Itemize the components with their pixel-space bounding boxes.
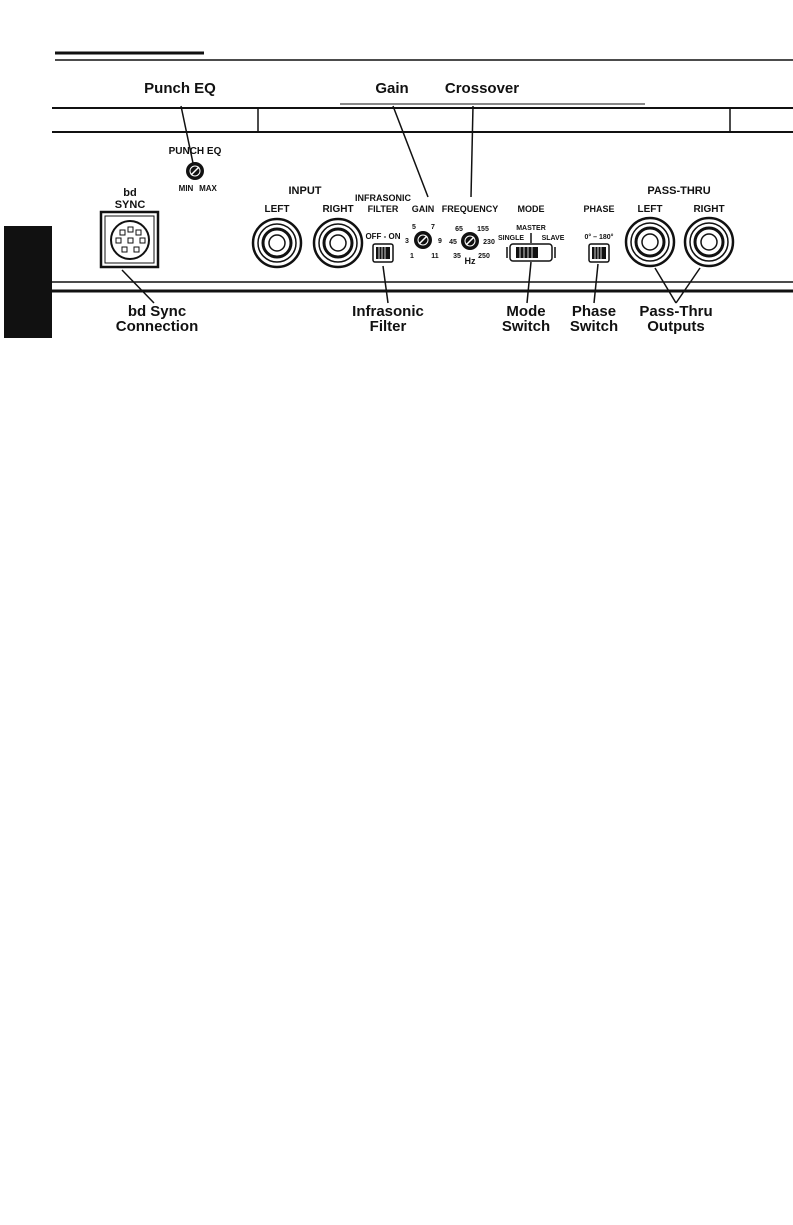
callout-infrasonic bbox=[343, 304, 433, 334]
leader-pass-thru-left bbox=[655, 268, 676, 303]
crossover-frequency-knob[interactable] bbox=[461, 232, 479, 250]
callout-gain-text: Gain bbox=[375, 80, 409, 97]
callout-punch-eq-text: Punch EQ bbox=[144, 80, 216, 97]
pass-thru-left-jack[interactable] bbox=[626, 218, 674, 266]
callout-mode bbox=[491, 304, 561, 334]
frequency-panel-label: FREQUENCY bbox=[441, 204, 499, 214]
gain-knob[interactable] bbox=[414, 231, 432, 249]
callout-mode-line1: Mode bbox=[506, 303, 546, 320]
pass-thru-left-label: LEFT bbox=[637, 204, 663, 215]
gain-mark-1: 1 bbox=[410, 253, 414, 260]
mode-switch[interactable] bbox=[507, 244, 555, 261]
gain-panel-label: GAIN bbox=[411, 204, 435, 214]
pass-thru-panel-label: PASS-THRU bbox=[647, 185, 711, 197]
input-left-label: LEFT bbox=[264, 204, 290, 215]
callout-infrasonic-line1: Infrasonic bbox=[352, 303, 424, 320]
freq-mark-65: 65 bbox=[455, 226, 463, 233]
callout-infrasonic-line2: Filter bbox=[369, 318, 407, 335]
gain-mark-7: 7 bbox=[431, 224, 435, 231]
input-right-jack[interactable] bbox=[314, 219, 362, 267]
section-tab bbox=[4, 226, 52, 338]
mode-single-label: SINGLE bbox=[497, 235, 525, 242]
freq-unit-hz: Hz bbox=[464, 256, 476, 266]
infrasonic-filter-switch[interactable] bbox=[373, 244, 393, 262]
punch-eq-panel-label: PUNCH EQ bbox=[168, 146, 222, 157]
pass-thru-right-label: RIGHT bbox=[693, 204, 725, 215]
phase-switch-label: 0° – 180° bbox=[584, 234, 614, 241]
infrasonic-label-line2: FILTER bbox=[367, 204, 399, 214]
leader-gain bbox=[393, 106, 428, 197]
infrasonic-switch-label: OFF - ON bbox=[365, 232, 401, 241]
callout-bd-sync-line2: Connection bbox=[115, 318, 199, 335]
bd-sync-label-line1: bd bbox=[123, 187, 137, 199]
infrasonic-label-line1: INFRASONIC bbox=[355, 193, 411, 203]
freq-mark-45: 45 bbox=[449, 239, 457, 246]
freq-mark-35: 35 bbox=[453, 253, 461, 260]
punch-eq-min-label: MIN bbox=[178, 184, 194, 193]
gain-mark-11: 11 bbox=[431, 253, 439, 260]
callout-bd-sync-line1: bd Sync bbox=[127, 303, 187, 320]
phase-switch[interactable] bbox=[589, 244, 609, 262]
callout-phase-line1: Phase bbox=[571, 303, 617, 320]
mode-slave-label: SLAVE bbox=[541, 235, 565, 242]
leader-pass-thru-right bbox=[676, 268, 700, 303]
leader-crossover bbox=[471, 106, 473, 197]
punch-eq-max-label: MAX bbox=[199, 184, 217, 193]
leader-infrasonic bbox=[383, 266, 388, 303]
callout-phase-line2: Switch bbox=[569, 318, 619, 335]
callout-mode-line2: Switch bbox=[501, 318, 551, 335]
callout-punch-eq bbox=[130, 81, 230, 96]
punch-eq-knob[interactable] bbox=[186, 162, 204, 180]
callout-bd-sync bbox=[102, 304, 212, 334]
leader-phase bbox=[594, 264, 598, 303]
bd-sync-connector[interactable] bbox=[101, 212, 158, 267]
input-label: INPUT bbox=[288, 185, 322, 197]
callout-phase bbox=[559, 304, 629, 334]
freq-mark-250: 250 bbox=[478, 253, 490, 260]
callout-crossover-text: Crossover bbox=[444, 80, 520, 97]
input-left-jack[interactable] bbox=[253, 219, 301, 267]
gain-mark-3: 3 bbox=[405, 238, 409, 245]
freq-mark-230: 230 bbox=[483, 239, 495, 246]
bd-sync-label-line2: SYNC bbox=[114, 199, 146, 211]
callout-crossover bbox=[427, 81, 537, 96]
callout-pass-thru-line1: Pass-Thru bbox=[639, 303, 713, 320]
mode-panel-label: MODE bbox=[517, 204, 545, 214]
freq-mark-155: 155 bbox=[477, 226, 489, 233]
pass-thru-right-jack[interactable] bbox=[685, 218, 733, 266]
callout-pass-thru bbox=[626, 304, 726, 334]
gain-mark-5: 5 bbox=[412, 224, 416, 231]
mode-master-label: MASTER bbox=[516, 225, 546, 232]
callout-pass-thru-line2: Outputs bbox=[647, 318, 705, 335]
gain-mark-9: 9 bbox=[438, 238, 442, 245]
phase-panel-label: PHASE bbox=[583, 204, 615, 214]
leader-bd-sync bbox=[122, 270, 154, 303]
input-right-label: RIGHT bbox=[322, 204, 354, 215]
callout-gain bbox=[352, 81, 432, 96]
